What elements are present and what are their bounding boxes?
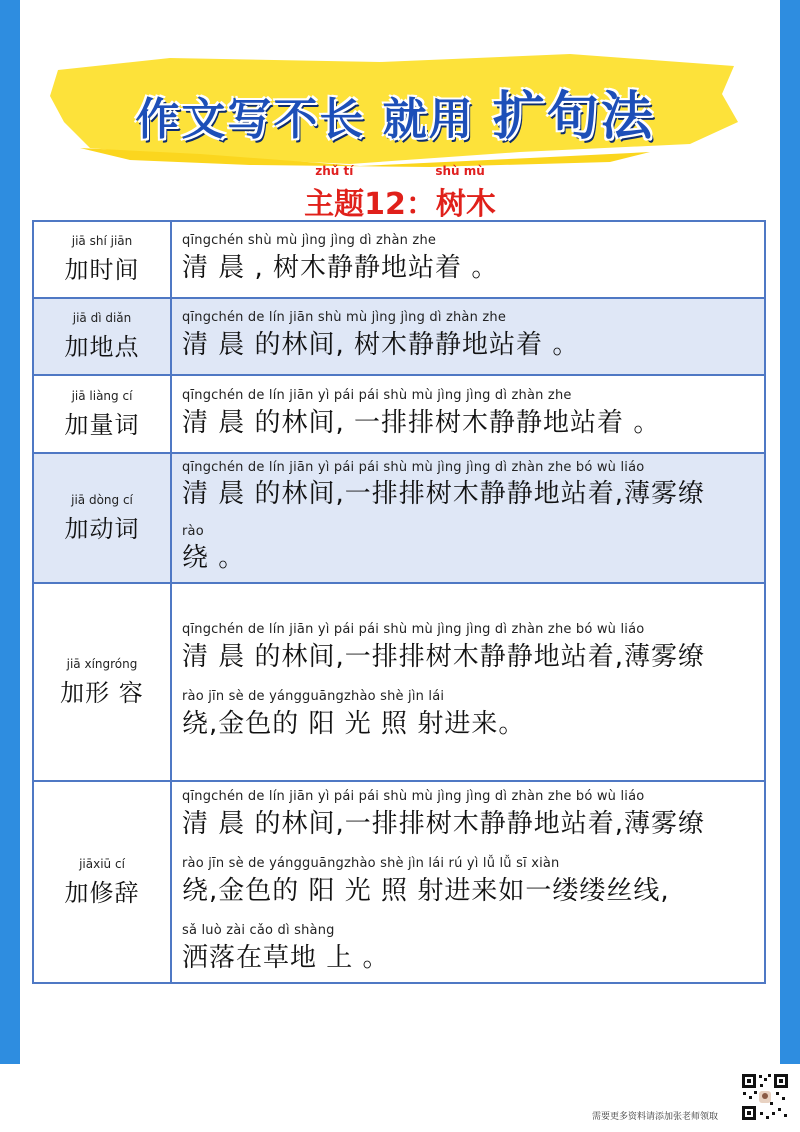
title-main: 作文写不长 就用 [135, 94, 475, 145]
row-label-cell [34, 376, 172, 452]
row-label: 加地点 [64, 333, 140, 361]
page-title [50, 74, 740, 149]
theme-heading [0, 164, 800, 223]
row-content-cell [172, 222, 764, 297]
row-label-pinyin: jiā liàng cí [71, 388, 133, 403]
sentence-text: 清 晨 的林间, 一排排树木静静地站着 。 [182, 407, 661, 438]
theme-title: 主题12：树木 [304, 187, 496, 222]
table-row [34, 454, 764, 584]
row-content-cell [172, 454, 764, 582]
row-label-cell [34, 299, 172, 374]
row-label-pinyin: jiāxiū cí [79, 856, 125, 871]
title-emphasis: 扩句法 [492, 87, 655, 147]
sentence-pinyin: qīngchén shù mù jìng jìng dì zhàn zhe [182, 233, 437, 248]
right-blue-stripe [780, 0, 800, 1064]
sentence-expansion-table [32, 220, 766, 984]
table-row [34, 782, 764, 982]
table-row [34, 376, 764, 454]
row-label: 加修辞 [64, 878, 140, 907]
sentence-text: 绕 。 [182, 542, 246, 573]
row-label-cell [34, 454, 172, 582]
table-row [34, 222, 764, 299]
row-content-cell [172, 376, 764, 452]
sentence-pinyin: qīngchén de lín jiān yì pái pái shù mù jìng jìng dì zhàn zhe bó wù liáo [182, 622, 645, 637]
footer-note: 需要更多资料请添加张老师领取 [592, 1112, 719, 1122]
title-banner [50, 52, 740, 167]
row-label-cell [34, 222, 172, 297]
sentence-pinyin: qīngchén de lín jiān yì pái pái shù mù jìng jìng dì zhàn zhe [182, 387, 572, 403]
qr-code-icon [740, 1072, 790, 1122]
sentence-pinyin: qīngchén de lín jiān yì pái pái shù mù jìng jìng dì zhàn zhe bó wù liáo [182, 788, 645, 804]
row-label-cell [34, 782, 172, 982]
row-content-cell [172, 299, 764, 374]
sentence-pinyin: qīngchén de lín jiān yì pái pái shù mù jìng jìng dì zhàn zhe bó wù liáo [182, 460, 645, 475]
theme-pinyin-2: shù mù [435, 164, 485, 178]
row-label-pinyin: jiā dòng cí [71, 492, 133, 507]
row-label: 加时间 [64, 256, 140, 284]
sentence-text: 洒落在草地 上 。 [182, 942, 390, 973]
row-label: 加动词 [64, 514, 140, 543]
sentence-text: 清 晨 的林间,一排排树木静静地站着,薄雾缭 [182, 478, 706, 509]
table-row [34, 299, 764, 376]
sentence-text: 清 晨 的林间,一排排树木静静地站着,薄雾缭 [182, 808, 706, 839]
sentence-text: 清 晨 的林间, 树木静静地站着 。 [182, 330, 580, 360]
sentence-text: 绕,金色的 阳 光 照 射进来如一缕缕丝线, [182, 875, 670, 906]
row-label: 加量词 [64, 410, 140, 439]
row-content-cell [172, 584, 764, 780]
row-content-cell [172, 782, 764, 982]
sentence-pinyin: rào [182, 524, 204, 540]
sentence-text: 绕,金色的 阳 光 照 射进来。 [182, 709, 526, 739]
table-row [34, 584, 764, 782]
sentence-text: 清 晨 的林间,一排排树木静静地站着,薄雾缭 [182, 642, 706, 672]
row-label-pinyin: jiā xíngróng [66, 656, 138, 671]
theme-pinyin-1: zhǔ tí [315, 164, 354, 178]
row-label-pinyin: jiā dì diǎn [72, 311, 132, 325]
sentence-text: 清 晨 , 树木静静地站着 。 [182, 253, 499, 283]
sentence-pinyin: qīngchén de lín jiān shù mù jìng jìng dì zhàn zhe [182, 310, 507, 325]
sentence-pinyin: rào jīn sè de yángguāngzhào shè jìn lái rú yì lǚ lǚ sī xiàn [182, 855, 560, 871]
theme-pinyin [0, 164, 800, 179]
row-label-pinyin: jiā shí jiān [71, 234, 133, 248]
sentence-pinyin: rào jīn sè de yángguāngzhào shè jìn lái [182, 689, 445, 704]
sentence-pinyin: sǎ luò zài cǎo dì shàng [182, 922, 335, 938]
row-label: 加形 容 [60, 678, 144, 707]
left-blue-stripe [0, 0, 20, 1064]
row-label-cell [34, 584, 172, 780]
